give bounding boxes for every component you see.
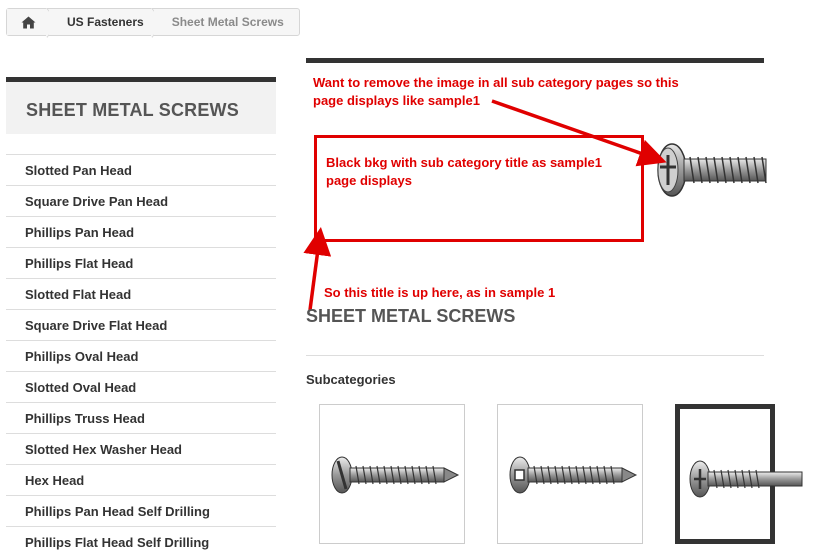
annotation-note-black-bkg-line1: Black bkg with sub category title as sample1 — [326, 155, 602, 170]
page-title: SHEET METAL SCREWS — [306, 306, 516, 326]
sidebar-item-square-drive-pan-head[interactable]: Square Drive Pan Head — [6, 185, 276, 216]
annotation-note-title-position: So this title is up here, as in sample 1 — [324, 285, 556, 300]
annotation-note-black-bkg-line2: page displays — [326, 173, 412, 188]
sidebar-item-phillips-flat-head[interactable]: Phillips Flat Head — [6, 247, 276, 278]
square-drive-screw-image — [504, 453, 638, 497]
sidebar-item-phillips-oval-head[interactable]: Phillips Oval Head — [6, 340, 276, 371]
sidebar-item-slotted-oval-head[interactable]: Slotted Oval Head — [6, 371, 276, 402]
phillips-screw-image — [684, 457, 818, 501]
annotation-arrow-to-image — [492, 101, 660, 160]
slotted-screw-image — [326, 453, 460, 497]
sidebar-item-slotted-hex-washer-head[interactable]: Slotted Hex Washer Head — [6, 433, 276, 464]
subcategory-card-phillips[interactable] — [675, 404, 775, 544]
subcategory-card-slotted[interactable] — [319, 404, 465, 544]
subcategories-heading: Subcategories — [306, 372, 396, 387]
main-divider — [306, 355, 764, 356]
annotation-note-remove-image-line1: Want to remove the image in all sub category pages so this — [313, 75, 679, 90]
sidebar-item-phillips-pan-head-self-drilling[interactable]: Phillips Pan Head Self Drilling — [6, 495, 276, 526]
sidebar-item-hex-head[interactable]: Hex Head — [6, 464, 276, 495]
sidebar-item-phillips-flat-head-self-drilling[interactable]: Phillips Flat Head Self Drilling — [6, 526, 276, 557]
annotation-note-remove-image-line2: page displays like sample1 — [313, 93, 480, 108]
breadcrumb-us-fasteners[interactable]: US Fasteners — [49, 9, 154, 35]
sidebar-title: SHEET METAL SCREWS — [26, 100, 239, 120]
sidebar-item-slotted-flat-head[interactable]: Slotted Flat Head — [6, 278, 276, 309]
annotation-arrow-to-box — [310, 234, 320, 310]
sidebar-item-square-drive-flat-head[interactable]: Square Drive Flat Head — [6, 309, 276, 340]
sidebar-item-phillips-truss-head[interactable]: Phillips Truss Head — [6, 402, 276, 433]
subcategory-card-square-drive[interactable] — [497, 404, 643, 544]
breadcrumb-current: Sheet Metal Screws — [154, 9, 294, 35]
sidebar-item-phillips-pan-head[interactable]: Phillips Pan Head — [6, 216, 276, 247]
sidebar-item-slotted-pan-head[interactable]: Slotted Pan Head — [6, 154, 276, 185]
